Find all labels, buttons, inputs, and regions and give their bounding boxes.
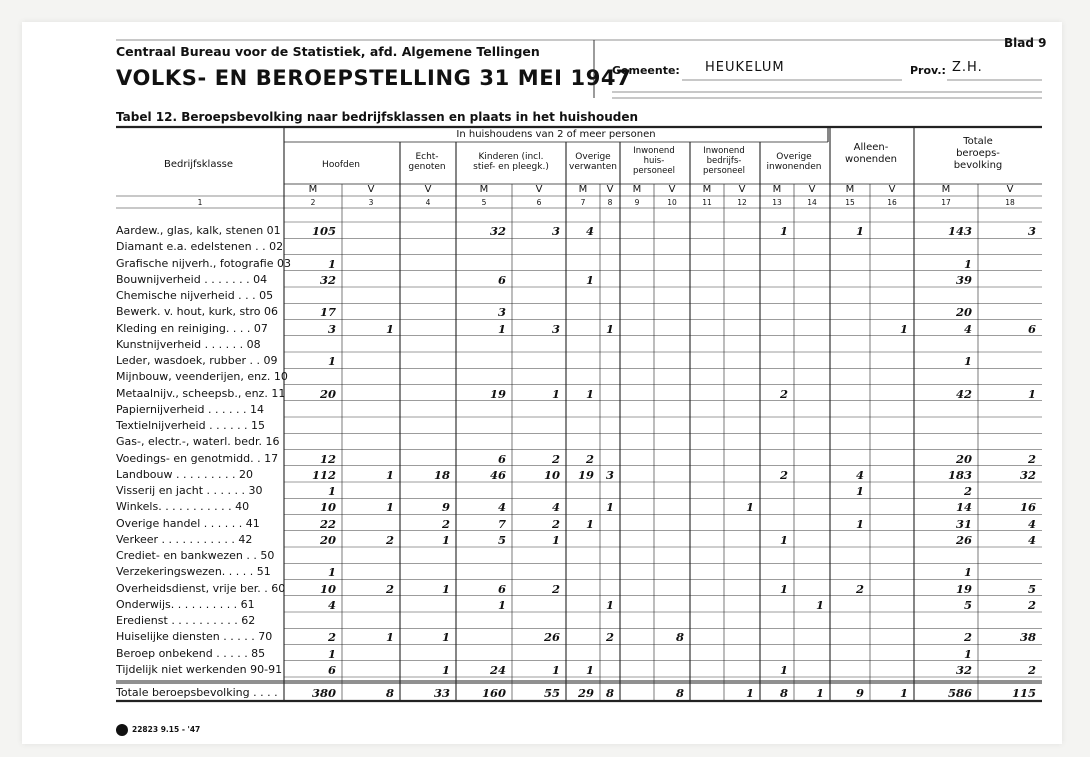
total-cell-value: 380	[311, 686, 336, 700]
cell-value: 2	[855, 581, 864, 596]
cell-value: 2	[327, 630, 336, 645]
cell-value: 20	[319, 532, 336, 547]
cell-value: 2	[963, 484, 972, 498]
cell-value: 5	[963, 597, 972, 612]
cell-value: 143	[947, 224, 972, 238]
cell-value: 1	[327, 256, 336, 271]
cell-value: 2	[1027, 597, 1036, 612]
col-number-12: 12	[737, 198, 747, 207]
cell-value: 4	[551, 500, 560, 515]
cell-value: 4	[1027, 532, 1036, 547]
col-number-17: 17	[941, 198, 951, 207]
col-totale-header: Totale beroeps- bevolking	[953, 136, 1003, 171]
cell-value: 1	[963, 565, 972, 580]
col-number-3: 3	[368, 198, 374, 207]
cell-value: 2	[1027, 662, 1036, 677]
cell-value: 1	[327, 354, 336, 368]
cell-value: 46	[489, 467, 506, 482]
cell-value: 20	[955, 305, 972, 320]
col-number-14: 14	[807, 198, 817, 207]
row-label: Diamant e.a. edelstenen . . 02	[116, 240, 284, 254]
cell-value: 7	[497, 516, 506, 531]
cell-value: 1	[605, 321, 614, 336]
cell-value: 1	[551, 386, 560, 401]
cell-value: 1	[385, 500, 394, 515]
cell-value: 1	[745, 500, 754, 515]
cell-value: 12	[319, 451, 336, 466]
col-number-4: 4	[425, 198, 431, 207]
gemeente-value: HEUKELUM	[705, 60, 785, 75]
sex-label-col-2: M	[308, 184, 318, 195]
cell-value: 1	[385, 321, 394, 336]
cell-value: 2	[1027, 451, 1036, 466]
sex-label-col-18: V	[1006, 184, 1014, 195]
cell-value: 2	[551, 581, 560, 596]
cell-value: 2	[605, 630, 614, 645]
total-cell-value: 1	[745, 686, 754, 700]
cell-value: 4	[327, 597, 336, 612]
row-label: Aardew., glas, kalk, stenen 01	[116, 224, 281, 237]
col-inwonenden-header: Overige inwonenden	[766, 152, 822, 172]
cell-value: 2	[441, 516, 450, 531]
row-label: Textielnijverheid . . . . . . 15	[116, 419, 266, 432]
cell-value: 6	[497, 581, 506, 596]
cell-value: 2	[385, 532, 394, 547]
row-label: Eredienst . . . . . . . . . . 62	[116, 614, 256, 627]
cell-value: 1	[585, 662, 594, 677]
col-bedrijfsklasse-header: Bedrijfsklasse	[163, 159, 234, 170]
sex-label-col-9: M	[632, 184, 642, 195]
cell-value: 3	[1027, 224, 1036, 238]
cell-value: 1	[855, 516, 864, 531]
col-number-16: 16	[887, 198, 897, 207]
row-label: Leder, wasdoek, rubber . . 09	[116, 354, 278, 367]
row-label: Voedings- en genotmidd. . 17	[116, 451, 279, 465]
cell-value: 1	[779, 224, 788, 238]
row-label: Overige handel . . . . . . 41	[116, 516, 260, 530]
col-number-1: 1	[197, 198, 203, 207]
cell-value: 10	[319, 500, 336, 515]
cell-value: 2	[779, 386, 788, 401]
cell-value: 4	[585, 224, 594, 238]
cell-value: 32	[955, 662, 972, 677]
cell-value: 6	[497, 451, 506, 466]
cell-value: 1	[585, 272, 594, 287]
sex-label-col-5: M	[479, 184, 489, 195]
cell-value: 105	[311, 224, 336, 238]
cell-value: 1	[327, 646, 336, 661]
col-alleenwonenden-header: Alleen- wonenden	[845, 142, 897, 165]
row-label: Kleding en reiniging. . . . 07	[116, 321, 268, 335]
cell-value: 17	[319, 305, 336, 320]
total-cell-value: 8	[675, 686, 684, 700]
cell-value: 10	[543, 467, 560, 482]
cell-value: 1	[585, 516, 594, 531]
cell-value: 31	[955, 516, 972, 531]
cell-value: 2	[585, 451, 594, 466]
col-number-10: 10	[667, 198, 677, 207]
cell-value: 32	[1019, 467, 1036, 482]
cell-value: 20	[319, 386, 336, 401]
cell-value: 42	[955, 386, 972, 401]
cell-value: 32	[489, 224, 506, 238]
cell-value: 1	[327, 484, 336, 498]
cell-value: 18	[433, 467, 450, 482]
sex-label-col-7: M	[578, 184, 588, 195]
print-seal-icon	[116, 724, 128, 736]
cell-value: 1	[815, 597, 824, 612]
row-label: Landbouw . . . . . . . . . 20	[116, 467, 253, 481]
cell-value: 6	[327, 662, 336, 677]
col-verwanten-header: Overige verwanten	[569, 152, 617, 172]
cell-value: 16	[1019, 500, 1036, 515]
cell-value: 112	[311, 467, 336, 482]
cell-value: 2	[551, 451, 560, 466]
sex-label-col-4: V	[424, 184, 432, 195]
cell-value: 1	[779, 581, 788, 596]
cell-value: 3	[605, 467, 614, 482]
row-label: Overheidsdienst, vrije ber. . 60	[116, 581, 286, 595]
row-label: Verkeer . . . . . . . . . . . 42	[116, 532, 253, 546]
cell-value: 1	[963, 256, 972, 271]
cell-value: 1	[855, 484, 864, 498]
row-label: Verzekeringswezen. . . . . 51	[116, 565, 271, 579]
cell-value: 1	[441, 630, 450, 645]
row-label: Grafische nijverh., fotografie 03	[116, 256, 291, 270]
cell-value: 3	[327, 321, 336, 336]
cell-value: 10	[319, 581, 336, 596]
cell-value: 1	[441, 662, 450, 677]
cell-value: 22	[319, 516, 336, 531]
cell-value: 1	[497, 321, 506, 336]
row-label: Mijnbouw, veenderijen, enz. 10	[116, 370, 288, 384]
sex-label-col-14: V	[808, 184, 816, 195]
bureau-heading: Centraal Bureau voor de Statistiek, afd. Algemene Tellingen	[116, 44, 540, 59]
cell-value: 20	[955, 451, 972, 466]
cell-value: 1	[779, 532, 788, 547]
table-title: Tabel 12. Beroepsbevolking naar bedrijfsklassen en plaats in het huishouden	[116, 110, 639, 124]
cell-value: 1	[779, 662, 788, 677]
cell-value: 26	[543, 630, 560, 645]
cell-value: 1	[385, 630, 394, 645]
cell-value: 1	[605, 500, 614, 515]
cell-value: 5	[1027, 581, 1036, 596]
form-title: VOLKS- EN BEROEPSTELLING 31 MEI 1947	[116, 66, 632, 90]
cell-value: 39	[955, 272, 972, 287]
col-hoofden-header: Hoofden	[322, 160, 360, 170]
cell-value: 4	[855, 467, 864, 482]
census-form-sheet	[22, 22, 1062, 744]
total-cell-value: 115	[1011, 686, 1036, 700]
total-cell-value: 55	[543, 686, 560, 700]
cell-value: 1	[441, 532, 450, 547]
cell-value: 38	[1019, 630, 1036, 645]
col-number-15: 15	[845, 198, 855, 207]
cell-value: 2	[963, 630, 972, 645]
row-label: Crediet- en bankwezen . . 50	[116, 549, 275, 562]
cell-value: 6	[1027, 321, 1036, 336]
total-cell-value: 9	[855, 686, 864, 700]
cell-value: 8	[675, 630, 684, 645]
cell-value: 1	[551, 532, 560, 547]
cell-value: 1	[551, 662, 560, 677]
total-cell-value: 1	[899, 686, 908, 700]
sex-label-col-10: V	[668, 184, 676, 195]
total-cell-value: 1	[815, 686, 824, 700]
province-value: Z.H.	[952, 60, 983, 75]
total-row-label: Totale beroepsbevolking . . . .	[116, 686, 278, 699]
row-label: Chemische nijverheid . . . 05	[116, 289, 274, 302]
row-label: Huiselijke diensten . . . . . 70	[116, 630, 273, 644]
group-header-households: In huishoudens van 2 of meer personen	[456, 129, 656, 140]
cell-value: 1	[963, 646, 972, 661]
sex-label-col-16: V	[888, 184, 896, 195]
cell-value: 3	[551, 321, 560, 336]
cell-value: 19	[955, 581, 972, 596]
cell-value: 1	[1027, 386, 1036, 401]
col-number-2: 2	[310, 198, 316, 207]
col-number-8: 8	[607, 198, 613, 207]
col-number-9: 9	[634, 198, 640, 207]
cell-value: 1	[327, 565, 336, 580]
sex-label-col-15: M	[845, 184, 855, 195]
row-label: Kunstnijverheid . . . . . . 08	[116, 337, 261, 351]
total-cell-value: 586	[947, 686, 972, 700]
cell-value: 24	[489, 662, 506, 677]
cell-value: 183	[947, 467, 972, 482]
sex-label-col-3: V	[367, 184, 375, 195]
cell-value: 32	[319, 272, 336, 287]
sex-label-col-12: V	[738, 184, 746, 195]
row-label: Metaalnijv., scheepsb., enz. 11	[116, 386, 286, 400]
cell-value: 1	[963, 354, 972, 368]
cell-value: 2	[385, 581, 394, 596]
col-number-13: 13	[772, 198, 782, 207]
print-code: 22823 9.15 - '47	[132, 725, 201, 734]
cell-value: 4	[497, 500, 506, 515]
cell-value: 19	[577, 467, 594, 482]
total-cell-value: 8	[779, 686, 788, 700]
col-number-5: 5	[481, 198, 487, 207]
sex-label-col-6: V	[535, 184, 543, 195]
sex-label-col-17: M	[941, 184, 951, 195]
cell-value: 4	[1027, 516, 1036, 531]
cell-value: 6	[497, 272, 506, 287]
row-label: Beroep onbekend . . . . . 85	[116, 646, 266, 660]
cell-value: 1	[605, 597, 614, 612]
row-label: Gas-, electr.-, waterl. bedr. 16	[116, 435, 280, 449]
sex-label-col-13: M	[772, 184, 782, 195]
province-label: Prov.:	[910, 64, 946, 77]
cell-value: 1	[855, 224, 864, 238]
cell-value: 5	[497, 532, 506, 547]
cell-value: 3	[551, 224, 560, 238]
cell-value: 19	[489, 386, 506, 401]
sex-label-col-8: V	[606, 184, 614, 195]
col-number-11: 11	[702, 198, 712, 207]
sex-label-col-11: M	[702, 184, 712, 195]
row-label: Visserij en jacht . . . . . . 30	[116, 484, 263, 497]
cell-value: 1	[899, 321, 908, 336]
cell-value: 9	[441, 500, 450, 515]
row-label: Onderwijs. . . . . . . . . . 61	[116, 597, 255, 611]
row-label: Winkels. . . . . . . . . . . 40	[116, 500, 250, 514]
total-cell-value: 33	[433, 686, 450, 700]
col-bedrijfspersoneel-header: Inwonend bedrijfs- personeel	[703, 146, 745, 176]
row-label: Papiernijverheid . . . . . . 14	[116, 402, 264, 416]
row-label: Tijdelijk niet werkenden 90-91	[116, 662, 283, 676]
total-cell-value: 8	[605, 686, 614, 700]
col-echtgenoten-header: Echt- genoten	[408, 152, 446, 172]
cell-value: 14	[955, 500, 972, 515]
cell-value: 26	[955, 532, 972, 547]
sheet-number: Blad 9	[1004, 36, 1047, 50]
total-cell-value: 8	[385, 686, 394, 700]
row-label: Bouwnijverheid . . . . . . . 04	[116, 272, 268, 286]
cell-value: 1	[385, 467, 394, 482]
col-number-18: 18	[1005, 198, 1015, 207]
cell-value: 2	[551, 516, 560, 531]
cell-value: 1	[497, 597, 506, 612]
cell-value: 1	[441, 581, 450, 596]
cell-value: 2	[779, 467, 788, 482]
total-cell-value: 29	[577, 686, 594, 700]
row-label: Bewerk. v. hout, kurk, stro 06	[116, 305, 279, 319]
col-huispersoneel-header: Inwonend huis- personeel	[633, 146, 675, 176]
cell-value: 4	[963, 321, 972, 336]
col-number-6: 6	[536, 198, 542, 207]
col-number-7: 7	[580, 198, 586, 207]
total-cell-value: 160	[481, 686, 506, 700]
gemeente-label: Gemeente:	[612, 64, 680, 77]
cell-value: 1	[585, 386, 594, 401]
cell-value: 3	[497, 305, 506, 320]
col-kinderen-header: Kinderen (incl. stief- en pleegk.)	[473, 152, 549, 172]
